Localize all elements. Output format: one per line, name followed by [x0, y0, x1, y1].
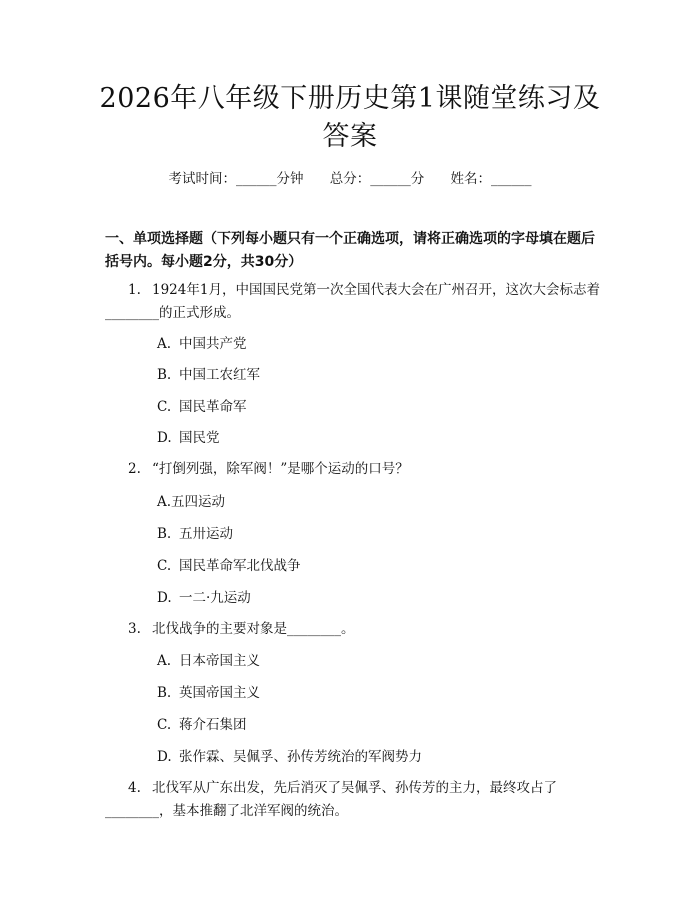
total-score-blank: ______: [370, 171, 411, 187]
question-2-option-a: [157, 492, 225, 512]
question-1-option-c: [157, 397, 247, 417]
question-2-option-b: [157, 524, 233, 544]
total-score-label: 总分：: [329, 171, 371, 187]
question-3-option-a: [157, 651, 260, 671]
option-letter: D.: [157, 590, 172, 606]
question-stem: “打倒列强，除军阀！”是哪个运动的口号？: [152, 461, 409, 477]
question-3-option-c: [157, 715, 247, 735]
option-text: 国民革命军北伐战争: [179, 558, 301, 574]
question-number: 3.: [128, 621, 141, 637]
exam-time-blank: ______: [235, 171, 277, 187]
option-letter: D.: [157, 749, 172, 765]
option-text: 国民党: [179, 430, 220, 446]
option-text: 五四运动: [171, 494, 226, 510]
question-2-option-d: [157, 588, 251, 608]
option-text: 中国共产党: [179, 336, 247, 352]
option-text: 日本帝国主义: [179, 653, 260, 669]
option-text: 五卅运动: [179, 526, 233, 542]
question-1-option-d: [157, 428, 220, 448]
question-3-option-d: [157, 747, 422, 767]
option-letter: A.: [157, 494, 172, 510]
question-3-option-b: [157, 683, 260, 703]
exam-time-unit: 分钟: [276, 171, 304, 187]
question-4: [105, 777, 605, 823]
option-letter: A.: [157, 653, 172, 669]
question-stem: 北伐军从广东出发，先后消灭了吴佩孚、孙传芳的主力，最终攻占了________，基本推翻了北洋军阀的统治。: [105, 780, 557, 819]
option-text: 一二·九运动: [179, 590, 251, 606]
option-text: 中国工农红军: [179, 367, 260, 383]
option-text: 张作霖、吴佩孚、孙传芳统治的军阀势力: [179, 749, 422, 765]
option-letter: B.: [157, 526, 172, 542]
option-letter: B.: [157, 685, 172, 701]
question-number: 4.: [128, 780, 141, 796]
question-number: 1.: [128, 282, 141, 298]
option-text: 国民革命军: [179, 399, 247, 415]
option-text: 英国帝国主义: [179, 685, 260, 701]
student-name-label: 姓名：: [450, 171, 492, 187]
section-heading: 一、单项选择题（下列每小题只有一个正确选项，请将正确选项的字母填在题后括号内。每小题2分，共30分）: [105, 231, 595, 270]
student-name-blank: ______: [491, 171, 532, 187]
option-letter: C.: [157, 717, 172, 733]
exam-info-line: [0, 167, 700, 187]
option-letter: C.: [157, 399, 172, 415]
question-stem: 北伐战争的主要对象是________。: [152, 621, 355, 637]
option-letter: C.: [157, 558, 172, 574]
question-2-option-c: [157, 556, 301, 576]
option-letter: D.: [157, 430, 172, 446]
question-1: [105, 279, 605, 325]
question-1-option-a: [157, 334, 247, 354]
question-3: [105, 618, 605, 641]
question-number: 2.: [128, 461, 141, 477]
exam-time-label: 考试时间：: [168, 171, 236, 187]
question-stem: 1924年1月，中国国民党第一次全国代表大会在广州召开，这次大会标志着________的正式形成。: [105, 282, 600, 321]
question-1-option-b: [157, 365, 260, 385]
question-2: [105, 458, 605, 481]
document-title: 2026年八年级下册历史第1课随堂练习及答案: [99, 83, 601, 152]
total-score-unit: 分: [410, 171, 425, 187]
option-letter: A.: [157, 336, 172, 352]
option-letter: B.: [157, 367, 172, 383]
option-text: 蒋介石集团: [179, 717, 247, 733]
